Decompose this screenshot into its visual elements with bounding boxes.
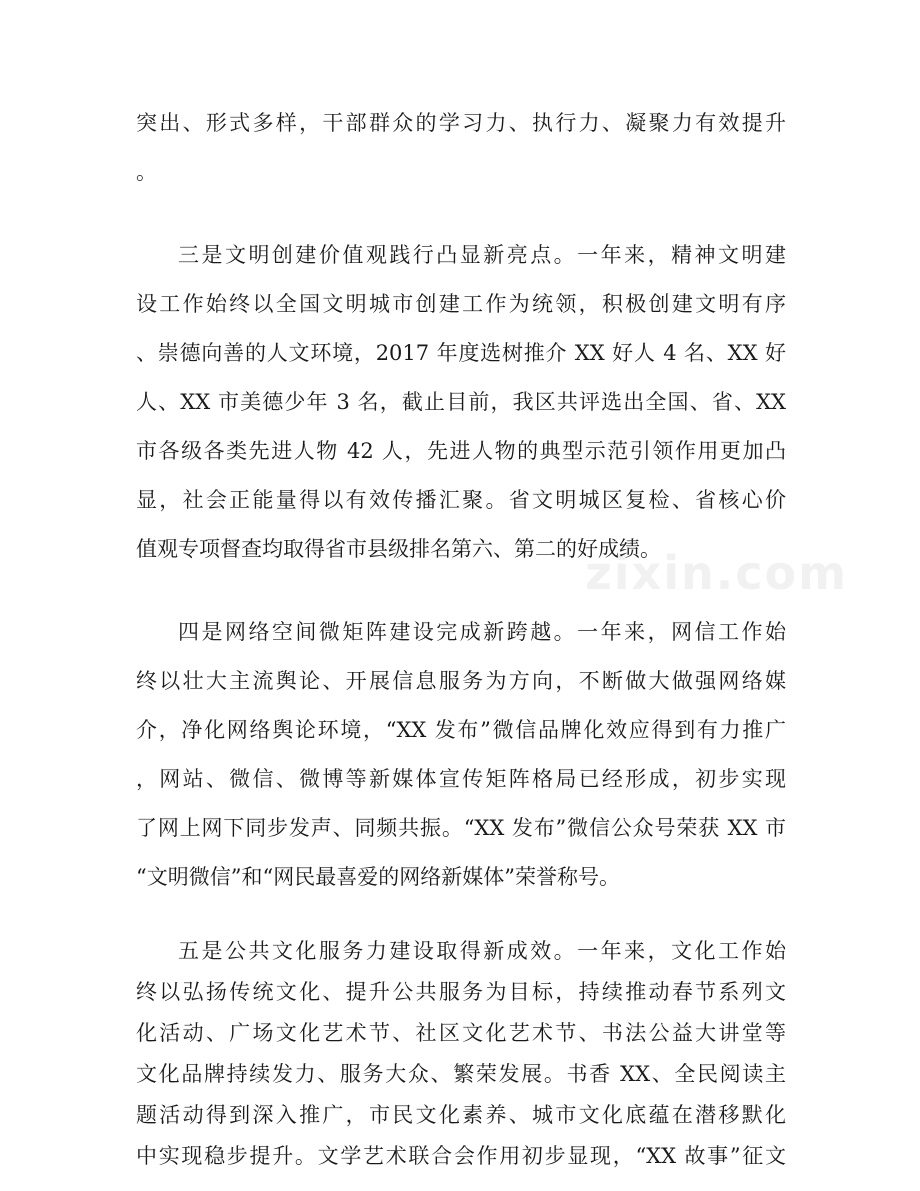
paragraph-2-line-2: 设工作始终以全国文明城市创建工作为统领，积极创建文明有序: [136, 292, 786, 316]
paragraph-2-line-3: 、崇德向善的人文环境，2017 年度选树推介 XX 好人 4 名、XX 好: [136, 341, 786, 365]
paragraph-4-line-5: 题活动得到深入推广，市民文化素养、城市文化底蕴在潜移默化: [136, 1103, 786, 1127]
paragraph-2-line-4: 人、XX 市美德少年 3 名，截止目前，我区共评选出全国、省、XX: [136, 390, 786, 414]
paragraph-3-line-5: 了网上网下同步发声、同频共振。“XX 发布”微信公众号荣获 XX 市: [136, 816, 786, 840]
paragraph-4-line-6: 中实现稳步提升。文学艺术联合会作用初步显现，“XX 故事”征文: [136, 1144, 786, 1168]
paragraph-2-line-1: 三是文明创建价值观践行凸显新亮点。一年来，精神文明建: [178, 243, 786, 267]
paragraph-3-line-3: 介，净化网络舆论环境，“XX 发布”微信品牌化效应得到有力推广: [136, 718, 786, 742]
paragraph-1-line-2: 。: [136, 160, 157, 184]
paragraph-4-line-3: 化活动、广场文化艺术节、社区文化艺术节、书法公益大讲堂等: [136, 1021, 786, 1045]
paragraph-3-line-4: ，网站、微信、微博等新媒体宣传矩阵格局已经形成，初步实现: [136, 767, 786, 791]
paragraph-4-line-4: 文化品牌持续发力、服务大众、繁荣发展。书香 XX、全民阅读主: [136, 1062, 786, 1086]
paragraph-3-line-1: 四是网络空间微矩阵建设完成新跨越。一年来，网信工作始: [178, 620, 786, 644]
paragraph-4-line-2: 终以弘扬传统文化、提升公共服务为目标，持续推动春节系列文: [136, 980, 786, 1004]
paragraph-2-line-5: 市各级各类先进人物 42 人，先进人物的典型示范引领作用更加凸: [136, 439, 786, 463]
paragraph-4-line-1: 五是公共文化服务力建设取得新成效。一年来，文化工作始: [178, 939, 786, 963]
paragraph-3-line-6: “文明微信”和“网民最喜爱的网络新媒体”荣誉称号。: [136, 865, 620, 889]
paragraph-2-line-7: 值观专项督查均取得省市县级排名第六、第二的好成绩。: [136, 537, 661, 561]
paragraph-1-line-1: 突出、形式多样，干部群众的学习力、执行力、凝聚力有效提升: [136, 111, 786, 135]
paragraph-3-line-2: 终以壮大主流舆论、开展信息服务为方向，不断做大做强网络媒: [136, 669, 786, 693]
watermark: zixin.com: [585, 546, 849, 600]
paragraph-2-line-6: 显，社会正能量得以有效传播汇聚。省文明城区复检、省核心价: [136, 488, 786, 512]
